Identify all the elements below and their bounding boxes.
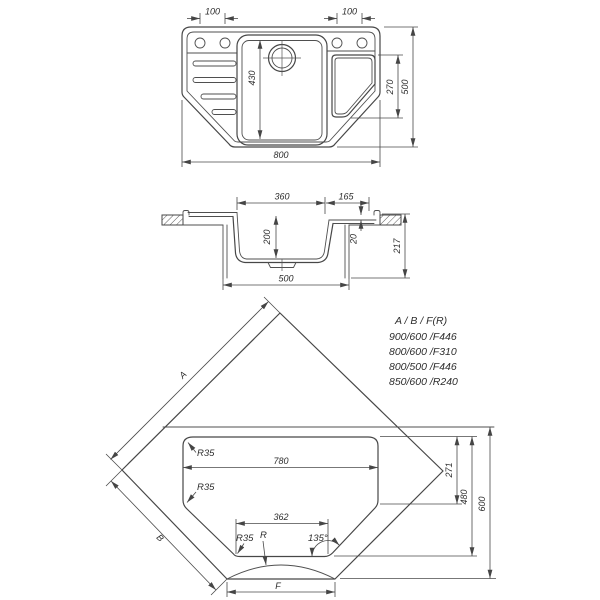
dim-f-label: F bbox=[275, 581, 281, 591]
faucet-hole bbox=[357, 38, 367, 48]
drainboard-ridge bbox=[193, 61, 236, 66]
leader-r35-mid bbox=[187, 492, 196, 503]
section-view bbox=[162, 192, 410, 291]
edge-b-label: B bbox=[154, 532, 166, 544]
drainboard-ridge bbox=[193, 78, 236, 83]
leader-r bbox=[263, 541, 266, 565]
dim-100-right-label: 100 bbox=[341, 6, 358, 17]
counter-section-right bbox=[380, 215, 401, 225]
dim-165-label: 165 bbox=[338, 191, 354, 202]
faucet-hole bbox=[195, 38, 205, 48]
edge-a-label: A bbox=[177, 369, 189, 381]
dim-480-label: 480 bbox=[459, 489, 469, 505]
size-table-header: A / B / F(R) bbox=[395, 315, 448, 327]
dim-800-label: 800 bbox=[273, 150, 289, 160]
faucet-hole bbox=[220, 38, 230, 48]
dim-200-label: 200 bbox=[262, 229, 272, 245]
leader-r35-bottom bbox=[238, 544, 245, 554]
top-view bbox=[182, 7, 418, 168]
size-table-row: 850/600 /R240 bbox=[389, 376, 458, 388]
front-arc-r bbox=[227, 565, 335, 579]
drainboard-ridge bbox=[212, 110, 236, 115]
dim-362-label: 362 bbox=[273, 512, 289, 522]
bowl-wall-outer bbox=[233, 217, 333, 263]
ext-tick bbox=[264, 297, 280, 313]
faucet-hole bbox=[332, 38, 342, 48]
dim-600-label: 600 bbox=[477, 496, 487, 512]
r35-bottom-label: R35 bbox=[236, 533, 254, 544]
angle-135-label: 135° bbox=[308, 533, 328, 544]
size-table-row: 800/500 /F446 bbox=[389, 361, 457, 373]
drainboard-ridge bbox=[201, 94, 236, 99]
leader-r35-top bbox=[188, 443, 196, 453]
size-table-row: 900/600 /F446 bbox=[389, 331, 457, 343]
dim-360-label: 360 bbox=[274, 191, 290, 202]
dim-430-label: 430 bbox=[247, 70, 257, 86]
bowl-wall-inner bbox=[237, 213, 329, 260]
dim-270-label: 270 bbox=[385, 79, 395, 95]
dim-271-label: 271 bbox=[444, 462, 454, 478]
dim-line-a bbox=[111, 302, 269, 460]
r35-top-label: R35 bbox=[197, 448, 215, 459]
size-table bbox=[389, 315, 458, 388]
rim-edge-right bbox=[374, 211, 380, 216]
dim-500b-label: 500 bbox=[278, 273, 294, 284]
r35-mid-label: R35 bbox=[197, 482, 215, 493]
right-bowl-inner bbox=[335, 58, 372, 114]
size-table-row: 800/600 /F310 bbox=[389, 346, 457, 358]
dim-217-label: 217 bbox=[392, 238, 402, 254]
counter-section-left bbox=[162, 215, 183, 225]
dim-20-label: 20 bbox=[348, 233, 359, 245]
dim-100-left-label: 100 bbox=[204, 6, 221, 17]
dim-500-label: 500 bbox=[400, 79, 410, 95]
radius-r-label: R bbox=[260, 530, 267, 541]
dim-780-label: 780 bbox=[273, 456, 289, 466]
